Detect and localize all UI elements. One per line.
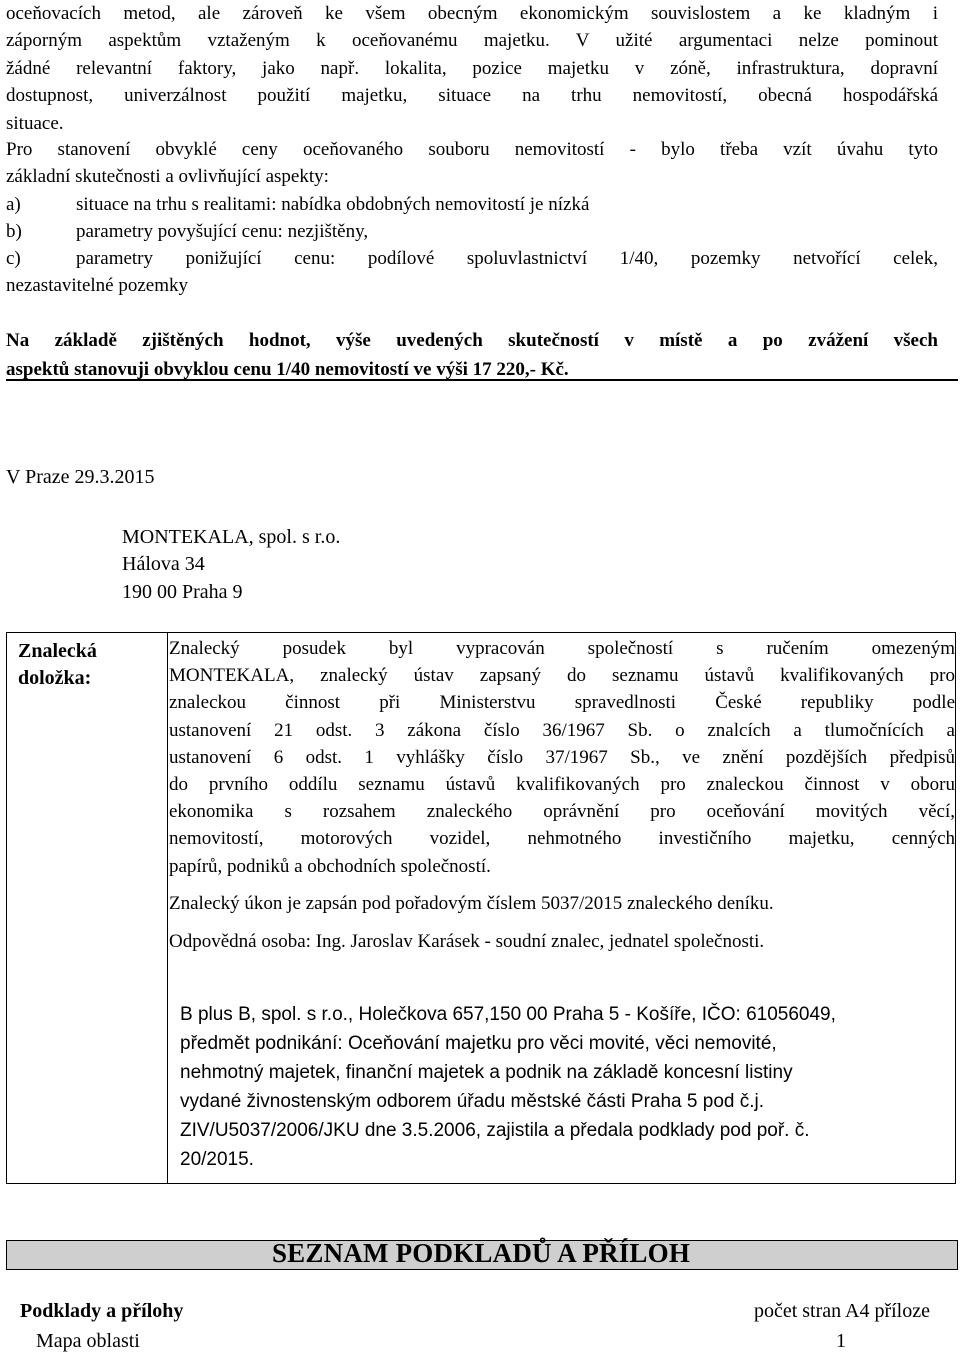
conclusion-line: Na základě zjištěných hodnot, výše uvedených skutečností v místě a po zvážení všech bbox=[6, 330, 938, 351]
intro-line: dostupnost, univerzálnost použití majetku, situace na trhu nemovitostí, obecná hospodářská bbox=[6, 85, 938, 107]
intro-line: situace. bbox=[6, 112, 64, 134]
clause-line: Znalecký posudek byl vypracován společností s ručením omezeným bbox=[169, 638, 955, 659]
clause-line: papírů, podniků a obchodních společností. bbox=[169, 855, 491, 877]
clause-line: nemovitostí, motorových vozidel, nehmotného investičního majetku, cenných bbox=[169, 828, 955, 850]
company-street: Hálova 34 bbox=[122, 553, 205, 575]
bplus-line: 20/2015. bbox=[180, 1149, 254, 1170]
list-continuation-text: nezastavitelné pozemky bbox=[6, 275, 189, 296]
clause-responsible: Odpovědná osoba: Ing. Jaroslav Karásek - soudní znalec, jednatel společnosti. bbox=[169, 931, 765, 952]
bplus-line: B plus B, spol. s r.o., Holečkova 657,150 00 Praha 5 - Košíře, IČO: 61056049, bbox=[180, 1004, 836, 1025]
attachment-name: Mapa oblasti bbox=[36, 1330, 140, 1352]
company-name: MONTEKALA, spol. s r.o. bbox=[122, 526, 341, 548]
intro-line: oceňovacích metod, ale zároveň ke všem obecným ekonomickým souvislostem a ke kladným i bbox=[6, 3, 938, 24]
clause-paragraph bbox=[169, 635, 955, 880]
list-marker: a) bbox=[6, 194, 21, 215]
clause-heading bbox=[18, 638, 128, 692]
intro-line: záporným aspektům vztaženým k oceňovanému majetku. V užité argumentaci nelze pominout bbox=[6, 30, 938, 52]
list-marker: b) bbox=[6, 221, 22, 242]
list-text: situace na trhu s realitami: nabídka obdobných nemovitostí je nízká bbox=[76, 194, 590, 215]
list-marker: c) bbox=[6, 248, 21, 269]
list-text: parametry povyšující cenu: nezjištěny, bbox=[76, 221, 369, 242]
intro-paragraph bbox=[6, 0, 938, 137]
clause-box-divider bbox=[167, 632, 168, 1184]
clause-line: ustanovení 21 odst. 3 zákona číslo 36/1967 Sb. o znalcích a tlumočnících a bbox=[169, 719, 955, 741]
bplus-line: vydané živnostenským odborem úřadu městské části Praha 5 pod č.j. bbox=[180, 1091, 765, 1112]
company-city: 190 00 Praha 9 bbox=[122, 581, 243, 603]
clause-line: ustanovení 6 odst. 1 vyhlášky číslo 37/1967 Sb., ve znění pozdějších předpisů bbox=[169, 746, 955, 768]
attachments-header-left: Podklady a přílohy bbox=[20, 1300, 184, 1322]
pro-line: základní skutečnosti a ovlivňující aspekty: bbox=[6, 166, 329, 188]
attachment-pages: 1 bbox=[836, 1330, 846, 1352]
pro-paragraph bbox=[6, 136, 938, 191]
clause-line: znaleckou činnost při Ministerstvu spravedlnosti České republiky podle bbox=[169, 692, 955, 714]
divider bbox=[6, 379, 958, 381]
intro-line: žádné relevantní faktory, jako např. lokalita, pozice majetku v zóně, infrastruktura, dopravní bbox=[6, 57, 938, 79]
attachments-title: SEZNAM PODKLADŮ A PŘÍLOH bbox=[271, 1238, 691, 1268]
bplus-line: nehmotný majetek, finanční majetek a podnik na základě koncesní listiny bbox=[180, 1062, 793, 1083]
clause-record: Znalecký úkon je zapsán pod pořadovým číslem 5037/2015 znaleckého deníku. bbox=[169, 893, 774, 914]
pro-line: Pro stanovení obvyklé ceny oceňovaného souboru nemovitostí - bylo třeba vzít úvahu tyto bbox=[6, 139, 938, 160]
clause-line: do prvního oddílu seznamu ústavů kvalifikovaných pro znaleckou činnost v oboru bbox=[169, 774, 955, 796]
bplus-line: předmět podnikání: Oceňování majetku pro věci movité, věci nemovité, bbox=[180, 1033, 777, 1054]
attachments-header-right: počet stran A4 příloze bbox=[753, 1300, 930, 1322]
bplus-line: ZIV/U5037/2006/JKU dne 3.5.2006, zajistila a předala podklady pod poř. č. bbox=[180, 1120, 810, 1141]
conclusion bbox=[6, 326, 938, 384]
clause-line: MONTEKALA, znalecký ústav zapsaný do seznamu ústavů kvalifikovaných pro bbox=[169, 665, 955, 687]
conclusion-line: aspektů stanovuji obvyklou cenu 1/40 nemovitostí ve výši 17 220,- Kč. bbox=[6, 359, 569, 380]
clause-line: ekonomika s rozsahem znaleckého oprávnění pro oceňování movitých věcí, bbox=[169, 801, 955, 823]
clause-heading-line: doložka: bbox=[18, 667, 92, 689]
clause-heading-line: Znalecká bbox=[18, 640, 97, 662]
bplus-block bbox=[180, 1000, 940, 1174]
place-date: V Praze 29.3.2015 bbox=[6, 466, 155, 488]
list-text: parametry ponižující cenu: podílové spoluvlastnictví 1/40, pozemky netvořící celek, bbox=[76, 248, 938, 269]
